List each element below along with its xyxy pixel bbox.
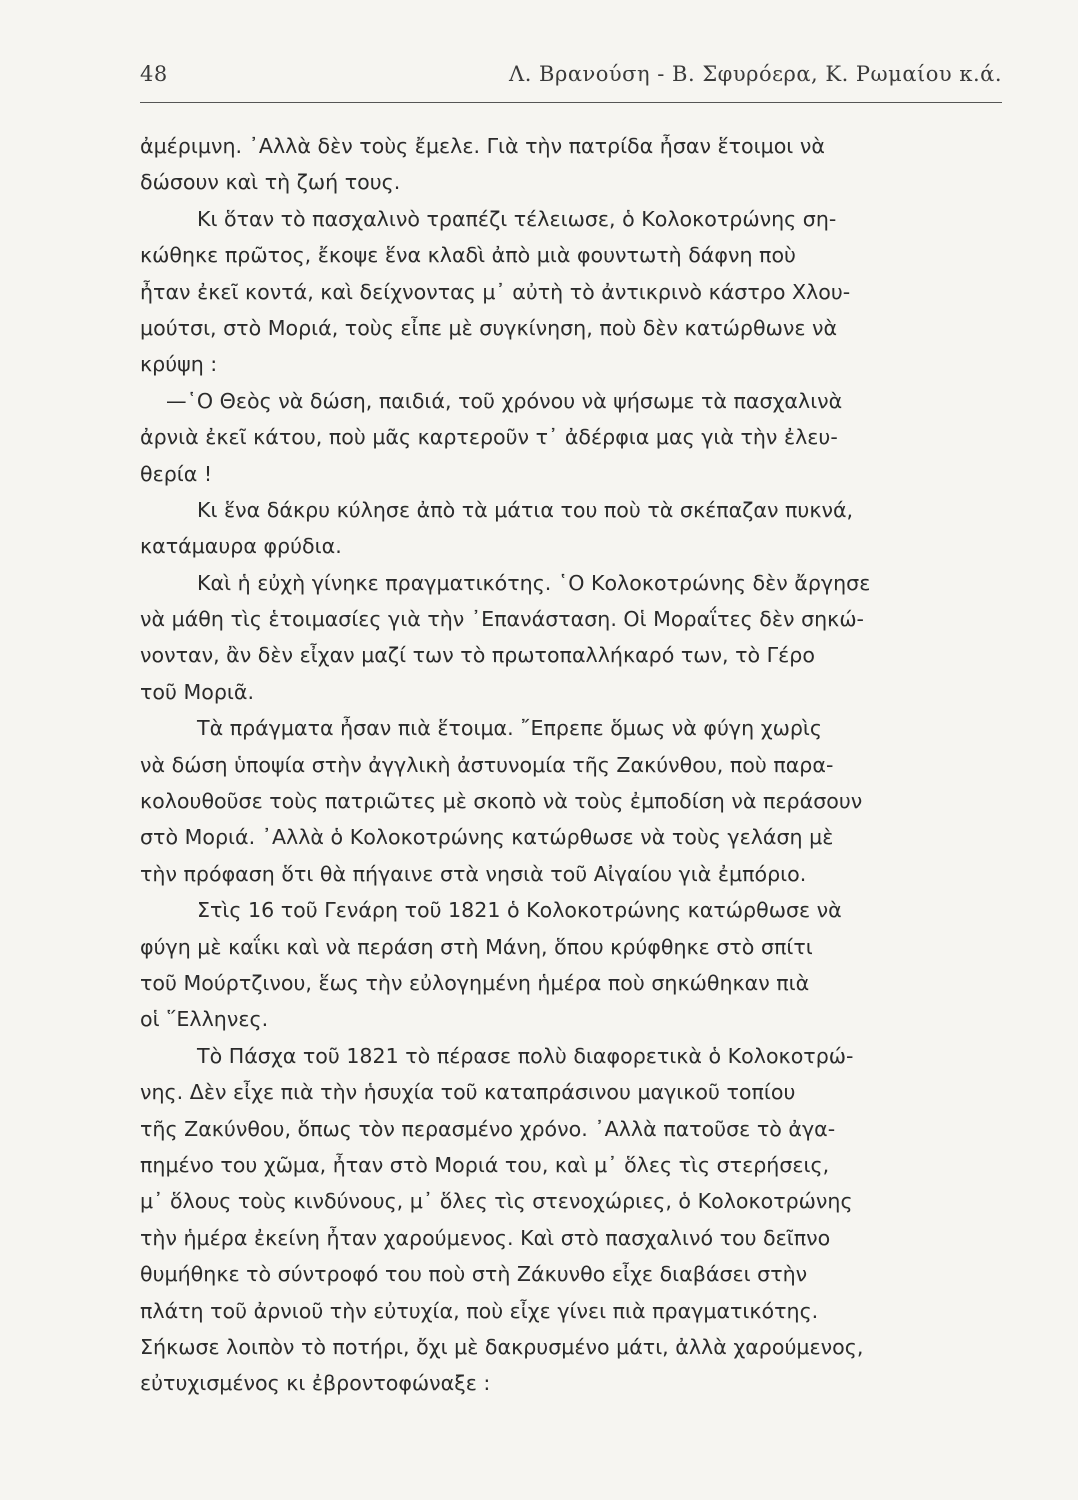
text-line: —῾Ο Θεὸς νὰ δώση, παιδιά, τοῦ χρόνου νὰ ψήσωμε τὰ πασχαλινὰ bbox=[166, 388, 843, 413]
text-line: τὴν ἡμέρα ἐκείνη ἦταν χαρούμενος. Καὶ στὸ πασχαλινό του δεῖπνο bbox=[140, 1225, 831, 1250]
text-line: νονταν, ἂν δὲν εἶχαν μαζί των τὸ πρωτοπαλλήκαρό των, τὸ Γέρο bbox=[140, 643, 815, 668]
text-line: πλάτη τοῦ ἀρνιοῦ τὴν εὐτυχία, ποὺ εἶχε γίνει πιὰ πραγματικότης. bbox=[140, 1298, 819, 1323]
text-line: Κι ὅταν τὸ πασχαλινὸ τραπέζι τέλειωσε, ὁ Κολοκοτρώνης ση- bbox=[197, 206, 837, 231]
text-line: δώσουν καὶ τὴ ζωή τους. bbox=[140, 170, 401, 195]
text-line: τῆς Ζακύνθου, ὅπως τὸν περασμένο χρόνο. ᾿Αλλὰ πατοῦσε τὸ ἀγα- bbox=[140, 1116, 836, 1141]
text-line: Κι ἕνα δάκρυ κύλησε ἀπὸ τὰ μάτια του ποὺ τὰ σκέπαζαν πυκνά, bbox=[197, 497, 854, 522]
text-line: πημένο του χῶμα, ἦταν στὸ Μοριά του, καὶ μ᾿ ὅλες τὶς στερήσεις, bbox=[140, 1152, 830, 1177]
text-line: τοῦ Μοριᾶ. bbox=[140, 679, 254, 704]
text-line: κώθηκε πρῶτος, ἔκοψε ἕνα κλαδὶ ἀπὸ μιὰ φουντωτὴ δάφνη ποὺ bbox=[140, 243, 796, 268]
text-line: κολουθοῦσε τοὺς πατριῶτες μὲ σκοπὸ νὰ τοὺς ἐμποδίση νὰ περάσουν bbox=[140, 789, 863, 814]
text-line: κρύψη : bbox=[140, 352, 218, 377]
text-line: μούτσι, στὸ Μοριά, τοὺς εἶπε μὲ συγκίνηση, ποὺ δὲν κατώρθωνε νὰ bbox=[140, 315, 838, 340]
text-line: τὴν πρόφαση ὅτι θὰ πήγαινε στὰ νησιὰ τοῦ Αἰγαίου γιὰ ἐμπόριο. bbox=[140, 861, 807, 886]
text-line: μ᾿ ὅλους τοὺς κινδύνους, μ᾿ ὅλες τὶς στενοχώριες, ὁ Κολοκοτρώνης bbox=[140, 1189, 853, 1214]
text-line: φύγη μὲ καΐκι καὶ νὰ περάση στὴ Μάνη, ὅπου κρύφθηκε στὸ σπίτι bbox=[140, 934, 813, 959]
text-line: οἱ ῞Ελληνες. bbox=[140, 1007, 269, 1032]
text-line: ἀμέριμνη. ᾿Αλλὰ δὲν τοὺς ἔμελε. Γιὰ τὴν πατρίδα ἦσαν ἕτοιμοι νὰ bbox=[140, 134, 825, 158]
text-line: ἀρνιὰ ἐκεῖ κάτου, ποὺ μᾶς καρτεροῦν τ᾿ ἀδέρφια μας γιὰ τὴν ἐλευ- bbox=[140, 425, 838, 450]
body-text bbox=[140, 128, 1010, 1402]
text-line: Καὶ ἡ εὐχὴ γίνηκε πραγματικότης. ῾Ο Κολοκοτρώνης δὲν ἄργησε bbox=[197, 570, 871, 595]
running-head: Λ. Βρανούση - Β. Σφυρόερα, Κ. Ρωμαίου κ.ά. bbox=[509, 62, 1002, 86]
text-line: τοῦ Μούρτζινου, ἕως τὴν εὐλογημένη ἡμέρα ποὺ σηκώθηκαν πιὰ bbox=[140, 970, 810, 995]
text-line: εὐτυχισμένος κι ἐβροντοφώναξε : bbox=[140, 1371, 491, 1396]
page-number: 48 bbox=[140, 62, 168, 86]
text-line: νὰ μάθη τὶς ἑτοιμασίες γιὰ τὴν ᾿Επανάσταση. Οἱ Μοραΐτες δὲν σηκώ- bbox=[140, 607, 864, 632]
text-line: θυμήθηκε τὸ σύντροφό του ποὺ στὴ Ζάκυνθο εἶχε διαβάσει στὴν bbox=[140, 1262, 808, 1287]
text-line: Τὰ πράγματα ἦσαν πιὰ ἕτοιμα. ῎Επρεπε ὅμως νὰ φύγη χωρὶς bbox=[197, 716, 822, 741]
text-line: Στὶς 16 τοῦ Γενάρη τοῦ 1821 ὁ Κολοκοτρώνης κατώρθωσε νὰ bbox=[197, 898, 842, 923]
text-line: Τὸ Πάσχα τοῦ 1821 τὸ πέρασε πολὺ διαφορετικὰ ὁ Κολοκοτρώ- bbox=[197, 1043, 854, 1068]
page-header bbox=[140, 62, 1002, 103]
text-line: στὸ Μοριά. ᾿Αλλὰ ὁ Κολοκοτρώνης κατώρθωσε νὰ τοὺς γελάση μὲ bbox=[140, 825, 834, 850]
text-line: θερία ! bbox=[140, 461, 213, 486]
text-line: νης. Δὲν εἶχε πιὰ τὴν ἡσυχία τοῦ καταπράσινου μαγικοῦ τοπίου bbox=[140, 1080, 796, 1105]
text-line: Σήκωσε λοιπὸν τὸ ποτήρι, ὄχι μὲ δακρυσμένο μάτι, ἀλλὰ χαρούμενος, bbox=[140, 1334, 864, 1359]
text-line: κατάμαυρα φρύδια. bbox=[140, 534, 342, 559]
text-line: ἦταν ἐκεῖ κοντά, καὶ δείχνοντας μ᾿ αὐτὴ τὸ ἀντικρινὸ κάστρο Χλου- bbox=[140, 279, 851, 304]
text-line: νὰ δώση ὑποψία στὴν ἀγγλικὴ ἀστυνομία τῆς Ζακύνθου, ποὺ παρα- bbox=[140, 752, 834, 777]
